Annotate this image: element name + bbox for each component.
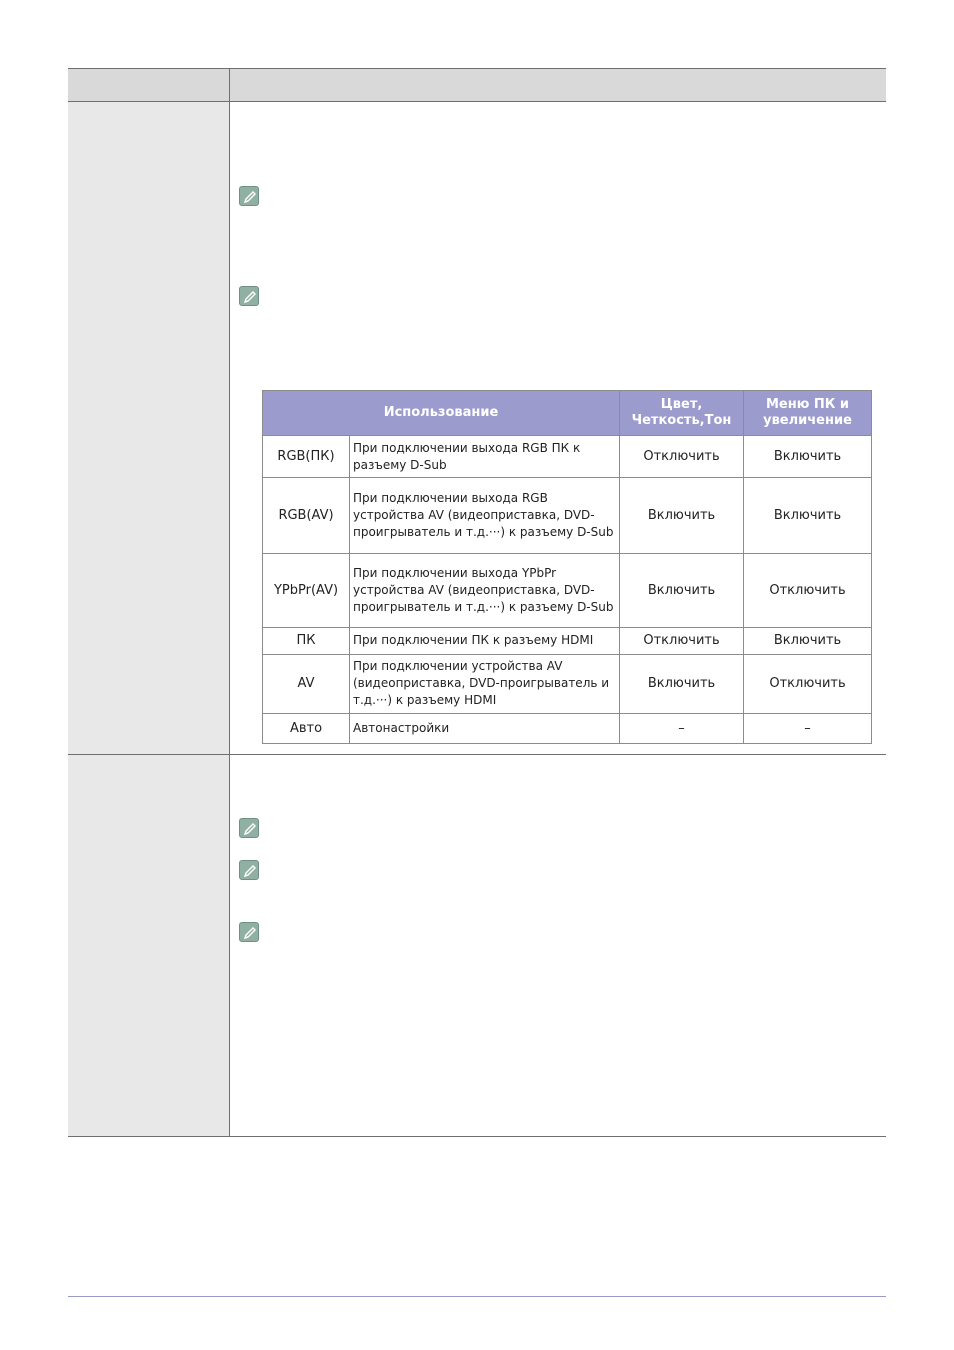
table-row [263, 654, 872, 713]
color-cell: Отключить [620, 627, 744, 654]
pc-menu-cell: Отключить [744, 654, 872, 713]
description-cell: При подключении устройства AV (видеоприставка, DVD-проигрыватель и т.д.···) к разъему HDMI [350, 654, 620, 713]
table-row [263, 627, 872, 654]
pc-menu-cell: Включить [744, 436, 872, 478]
description-cell: Автонастройки [350, 713, 620, 743]
pc-menu-cell: – [744, 713, 872, 743]
table-row [263, 554, 872, 627]
table-row [263, 478, 872, 554]
settings-table-header [68, 68, 886, 102]
settings-row-2 [68, 755, 886, 1137]
description-cell: При подключении выхода RGB ПК к разъему D-Sub [350, 436, 620, 478]
color-cell: Отключить [620, 436, 744, 478]
color-cell: Включить [620, 478, 744, 554]
mode-cell: AV [263, 654, 350, 713]
description-cell: При подключении выхода RGB устройства AV (видеоприставка, DVD-проигрыватель и т.д.···) к разъему D-Sub [350, 478, 620, 554]
header-divider [229, 69, 230, 101]
mode-cell: RGB(ПК) [263, 436, 350, 478]
color-cell: Включить [620, 654, 744, 713]
mode-cell: Авто [263, 713, 350, 743]
note-pencil-icon [239, 860, 259, 880]
mode-cell: ПК [263, 627, 350, 654]
description-cell: При подключении выхода YPbPr устройства AV (видеоприставка, DVD-проигрыватель и т.д.···) к разъему D-Sub [350, 554, 620, 627]
note-pencil-icon [239, 818, 259, 838]
usage-table-header-row [263, 391, 872, 436]
header-pc-menu: Меню ПК и увеличение [744, 391, 872, 436]
mode-cell: RGB(AV) [263, 478, 350, 554]
footer-divider [68, 1296, 886, 1297]
pc-menu-cell: Отключить [744, 554, 872, 627]
note-pencil-icon [239, 186, 259, 206]
color-cell: Включить [620, 554, 744, 627]
header-usage: Использование [263, 391, 620, 436]
note-pencil-icon [239, 922, 259, 942]
mode-cell: YPbPr(AV) [263, 554, 350, 627]
pc-menu-cell: Включить [744, 478, 872, 554]
table-row [263, 713, 872, 743]
color-cell: – [620, 713, 744, 743]
table-row [263, 436, 872, 478]
usage-mode-table [262, 390, 872, 744]
settings-row-1-label-cell [68, 102, 230, 754]
description-cell: При подключении ПК к разъему HDMI [350, 627, 620, 654]
pc-menu-cell: Включить [744, 627, 872, 654]
header-color: Цвет, Четкость,Тон [620, 391, 744, 436]
note-pencil-icon [239, 286, 259, 306]
settings-row-2-label-cell [68, 755, 230, 1136]
